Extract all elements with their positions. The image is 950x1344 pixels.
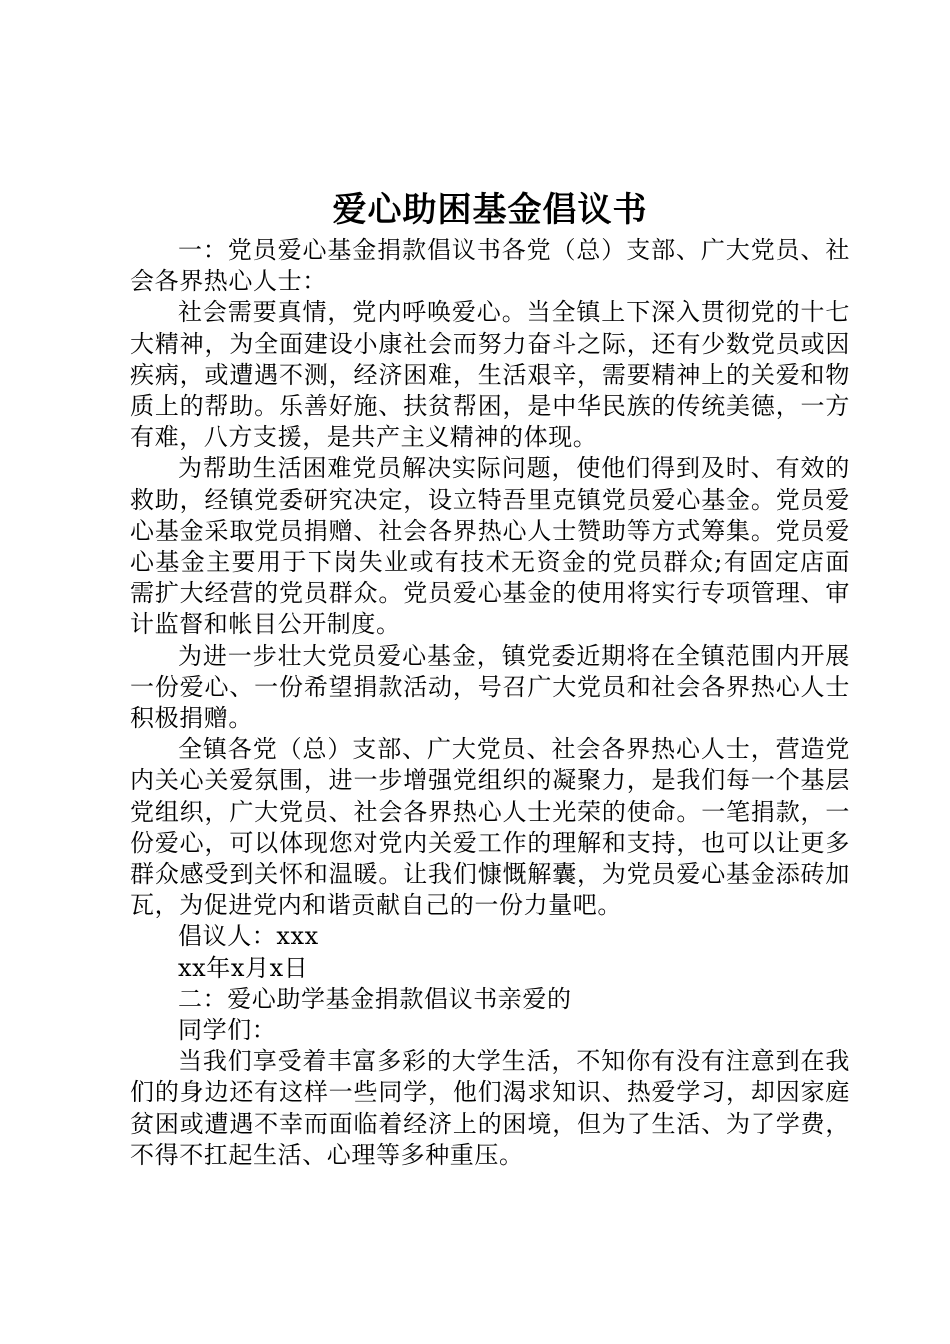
document-title: 爱心助困基金倡议书 (332, 190, 648, 230)
date-line: xx年x月x日 (178, 953, 309, 982)
paragraph-5: 全镇各党（总）支部、广大党员、社会各界热心人士，营造党内关心关爱氛围，进一步增强党组织的凝聚力，是我们每一个基层党组织，广大党员、社会各界热心人士光荣的使命。一笔捐款，一份爱心，可以体现您对党内关爱工作的理解和支持，也可以让更多群众感受到关怀和温暖。让我们慷慨解囊，为党员爱心基金添砖加瓦，为促进党内和谐贡献自己的一份力量吧。 (130, 735, 850, 920)
salutation: 同学们： (178, 1016, 277, 1045)
paragraph-1-heading: 一：党员爱心基金捐款倡议书各党（总）支部、广大党员、社会各界热心人士： (130, 236, 850, 296)
paragraph-3: 为帮助生活困难党员解决实际问题，使他们得到及时、有效的救助，经镇党委研究决定，设立特吾里克镇党员爱心基金。党员爱心基金采取党员捐赠、社会各界热心人士赞助等方式筹集。党员爱心基金主要用于下岗失业或有技术无资金的党员群众;有固定店面需扩大经营的党员群众。党员爱心基金的使用将实行专项管理、审计监督和帐目公开制度。 (130, 454, 850, 639)
paragraph-4: 为进一步壮大党员爱心基金，镇党委近期将在全镇范围内开展一份爱心、一份希望捐款活动，号召广大党员和社会各界热心人士积极捐赠。 (130, 641, 850, 733)
paragraph-2-heading: 二：爱心助学基金捐款倡议书亲爱的 (178, 984, 572, 1013)
document-page (130, 185, 850, 1171)
paragraph-2: 社会需要真情，党内呼唤爱心。当全镇上下深入贯彻党的十七大精神，为全面建设小康社会而努力奋斗之际，还有少数党员或因疾病，或遭遇不测，经济困难，生活艰辛，需要精神上的关爱和物质上的帮助。乐善好施、扶贫帮困，是中华民族的传统美德，一方有难，八方支援，是共产主义精神的体现。 (130, 298, 850, 452)
signature-line: 倡议人：xxx (178, 922, 319, 951)
paragraph-10: 当我们享受着丰富多彩的大学生活，不知你有没有注意到在我们的身边还有这样一些同学，他们渴求知识、热爱学习，却因家庭贫困或遭遇不幸而面临着经济上的困境，但为了生活、为了学费，不得不扛起生活、心理等多种重压。 (130, 1047, 850, 1169)
